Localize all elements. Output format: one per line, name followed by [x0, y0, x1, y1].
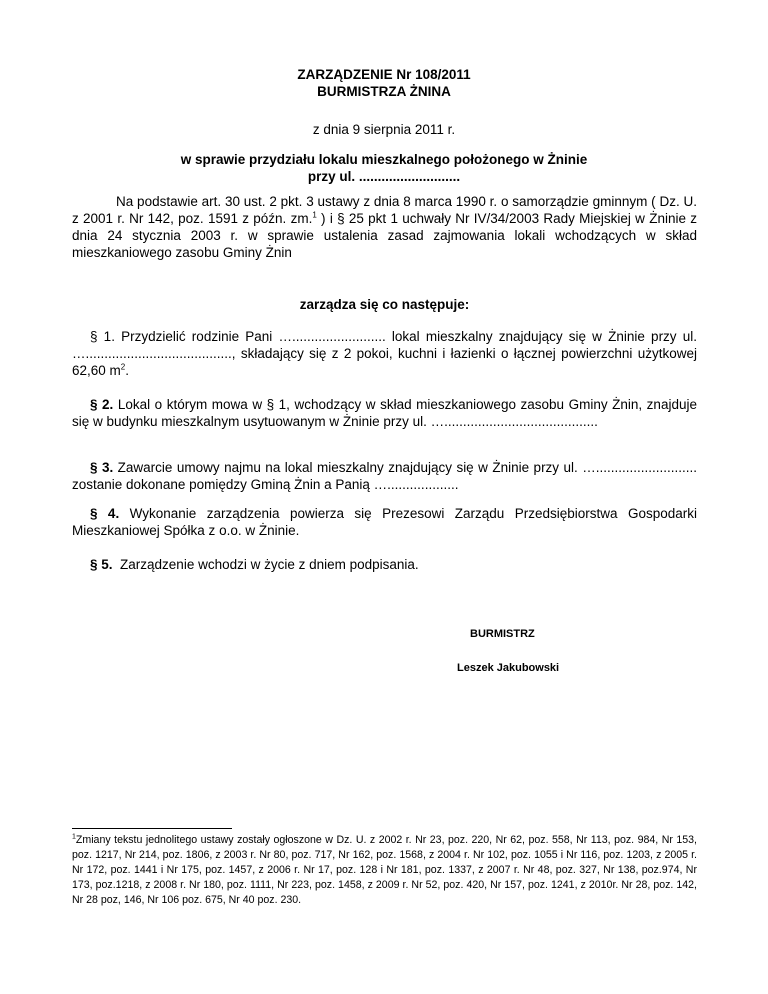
subject-line-1: w sprawie przydziału lokalu mieszkalnego położonego w Żninie	[180, 152, 588, 167]
section-1-end: .	[125, 363, 129, 378]
section-1-sup: 2	[120, 362, 126, 372]
subject-line-2: przy ul. ...........................	[307, 169, 461, 184]
section-4-text: Wykonanie zarządzenia powierza się Prezesowi Zarządu Przedsiębiorstwa Gospodarki Mieszkaniowej Spółka z o.o. w Żninie.	[72, 506, 697, 538]
signature-title: BURMISTRZ	[470, 628, 535, 640]
section-2-label: § 2.	[90, 397, 114, 412]
section-3-text: Zawarcie umowy najmu na lokal mieszkalny znajdujący się w Żninie przy ul. …........................... zostanie dokonane pomiędzy Gminą Żnin a Panią …...................	[72, 460, 697, 492]
section-5-text: Zarządzenie wchodzi w życie z dniem podpisania.	[112, 557, 419, 572]
document-title	[70, 66, 698, 100]
section-4-label: § 4.	[90, 506, 120, 521]
section-2-text: Lokal o którym mowa w § 1, wchodzący w skład mieszkaniowego zasobu Gminy Żnin, znajduje się w budynku mieszkalnym usytuowanym w Żninie przy ul. ….........................................	[72, 397, 697, 429]
section-1	[72, 328, 697, 379]
footnote-marker: 1	[72, 833, 76, 841]
legal-basis-text-a: Na podstawie art. 30 ust. 2 pkt. 3 ustawy z dnia 8 marca 1990 r. o samorządzie gminnym ( Dz. U. z 2001 r. Nr 142, poz. 1591 z późn. zm.	[72, 194, 697, 226]
legal-basis-paragraph	[72, 193, 697, 261]
section-3-label: § 3.	[90, 460, 114, 475]
section-3	[72, 459, 697, 493]
title-line-1: ZARZĄDZENIE Nr 108/2011	[297, 67, 471, 82]
signature-name: Leszek Jakubowski	[457, 662, 560, 674]
footnote-text: Zmiany tekstu jednolitego ustawy zostały ogłoszone w Dz. U. z 2002 r. Nr 23, poz. 220, Nr 62, poz. 558, Nr 113, poz. 984, Nr 153, poz. 1217, Nr 214, poz. 1806, z 2003 r. Nr 80, poz. 717, Nr 162, poz. 1568, z 2004 r. Nr 102, poz. 1055 i Nr 116, poz. 1203, z 2005 r. Nr 172, poz. 1441 i Nr 175, poz. 1457, z 2006 r. Nr 17, poz. 128 i Nr 181, poz. 1337, z 2007 r. Nr 48, poz. 327, Nr 138, poz.974, Nr 173, poz.1218, z 2008 r. Nr 180, poz. 1111, Nr 223, poz. 1458, z 2009 r. Nr 52, poz. 420, Nr 157, poz. 1241, z 2010r. Nr 28, poz. 142, Nr 28 poz, 146, Nr 106 poz. 675, Nr 40 poz. 230.	[72, 834, 697, 906]
title-line-2: BURMISTRZA ŻNINA	[317, 84, 451, 99]
document-subject	[70, 151, 698, 185]
footnote-reference: 1	[312, 210, 317, 220]
section-2	[72, 396, 697, 430]
section-4	[72, 505, 697, 539]
section-5	[72, 556, 697, 573]
section-1-text: § 1. Przydzielić rodzinie Pani …......................... lokal mieszkalny znajdujący się w Żninie przy ul. …......................................., składający się z 2 pokoi, kuchni i łazienki o łącznej powierzchni użytkowej 62,60 m	[72, 329, 697, 378]
decree-heading: zarządza się co następuje:	[299, 297, 470, 312]
legal-basis-text-b: ) i § 25 pkt 1 uchwały Nr IV/34/2003 Rady Miejskiej w Żninie z dnia 24 stycznia 2003 r. w sprawie ustalenia zasad zajmowania lokali wchodzących w skład mieszkaniowego zasobu Gminy Żnin	[72, 211, 697, 260]
document-date: z dnia 9 sierpnia 2011 r.	[312, 122, 456, 137]
footnote-divider	[72, 828, 232, 829]
footnote	[72, 833, 697, 908]
section-5-label: § 5.	[90, 557, 113, 572]
